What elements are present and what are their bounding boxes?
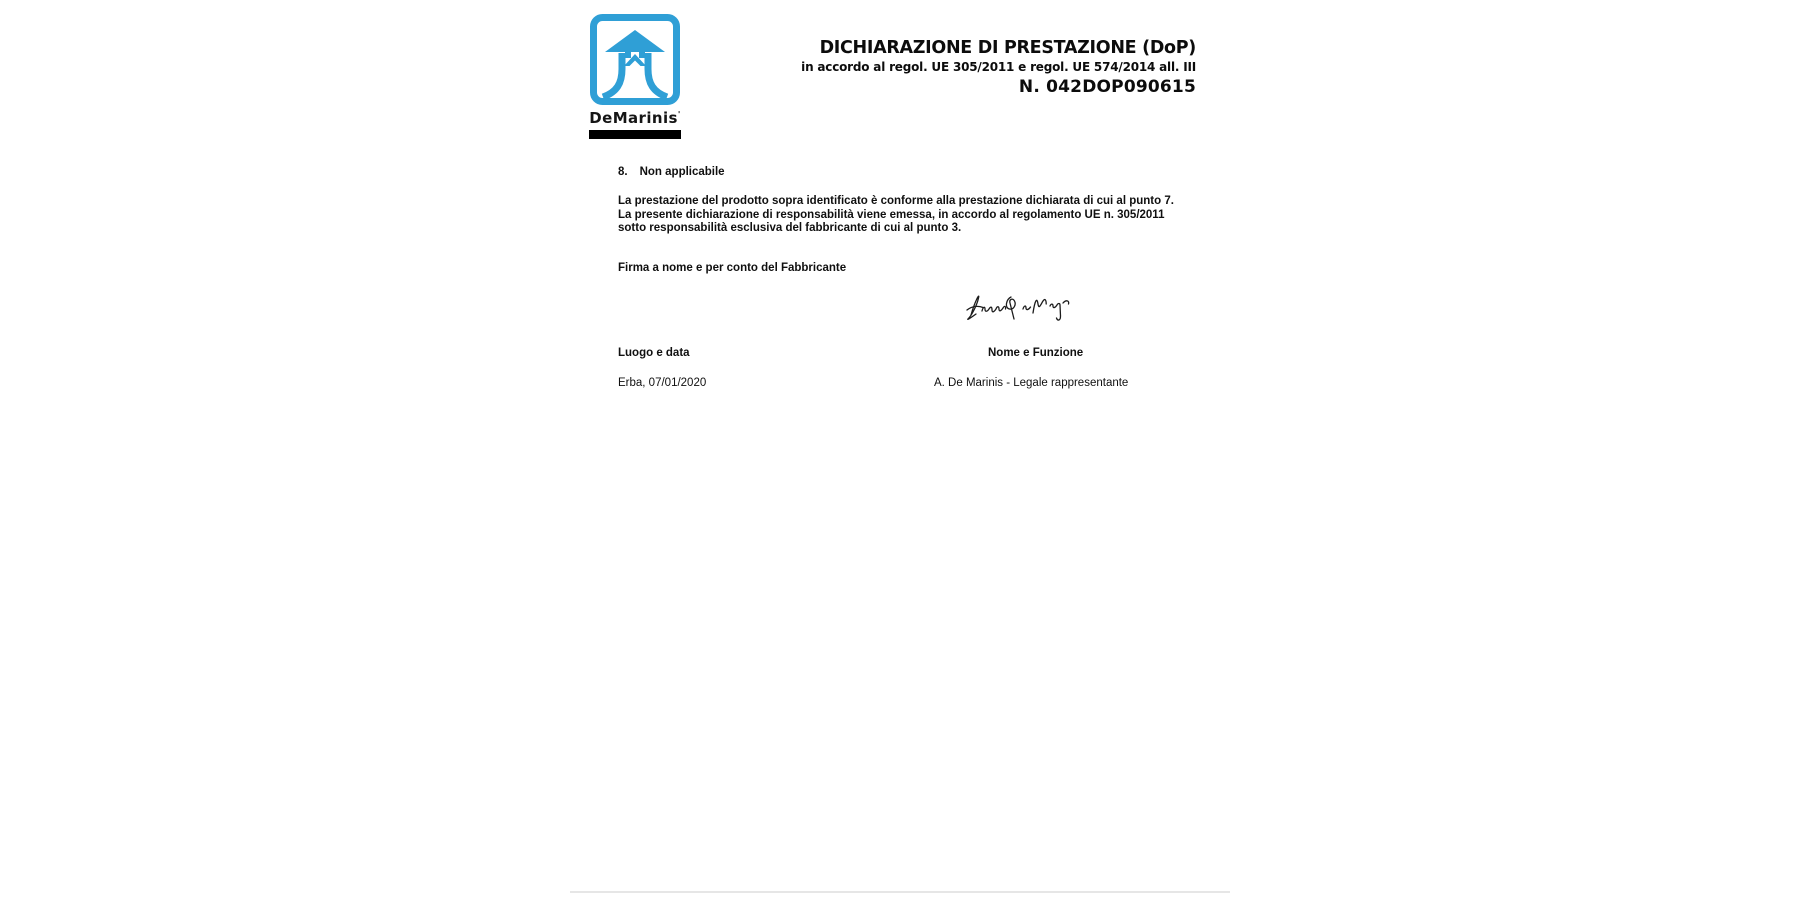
brand-wordmark: DeMarinis'	[589, 109, 681, 127]
handwritten-signature	[963, 286, 1075, 324]
company-logo	[587, 13, 683, 139]
brand-underline-bar	[589, 130, 681, 139]
paragraph-line: La prestazione del prodotto sopra identificato è conforme alla prestazione dichiarata di cui al punto 7.	[618, 195, 1174, 207]
document-number: N. 042DOP090615	[1018, 77, 1196, 97]
paragraph-line: La presente dichiarazione di responsabilità viene emessa, in accordo al regolamento UE n. 305/2011	[618, 208, 1165, 221]
place-date-label: Luogo e data	[618, 347, 690, 359]
brand-trademark-tick: '	[677, 110, 681, 119]
paragraph-line: sotto responsabilità esclusiva del fabbricante di cui al punto 3.	[618, 222, 962, 235]
list-item-number: 8.	[618, 166, 628, 178]
document-title: DICHIARAZIONE DI PRESTAZIONE (DoP)	[819, 38, 1196, 58]
name-function-value: A. De Marinis - Legale rappresentante	[934, 377, 1129, 389]
document-header	[801, 37, 1196, 97]
page-bottom-edge	[570, 891, 1230, 893]
document-subtitle: in accordo al regol. UE 305/2011 e regol. UE 574/2014 all. III	[801, 60, 1196, 74]
demarinis-arrow-icon	[588, 13, 682, 105]
list-item-8	[618, 166, 725, 180]
place-date-value: Erba, 07/01/2020	[618, 377, 707, 389]
name-function-label: Nome e Funzione	[988, 347, 1084, 359]
declaration-paragraph	[618, 195, 1208, 236]
list-item-text: Non applicabile	[639, 166, 725, 178]
signature-caption: Firma a nome e per conto del Fabbricante	[618, 262, 847, 274]
